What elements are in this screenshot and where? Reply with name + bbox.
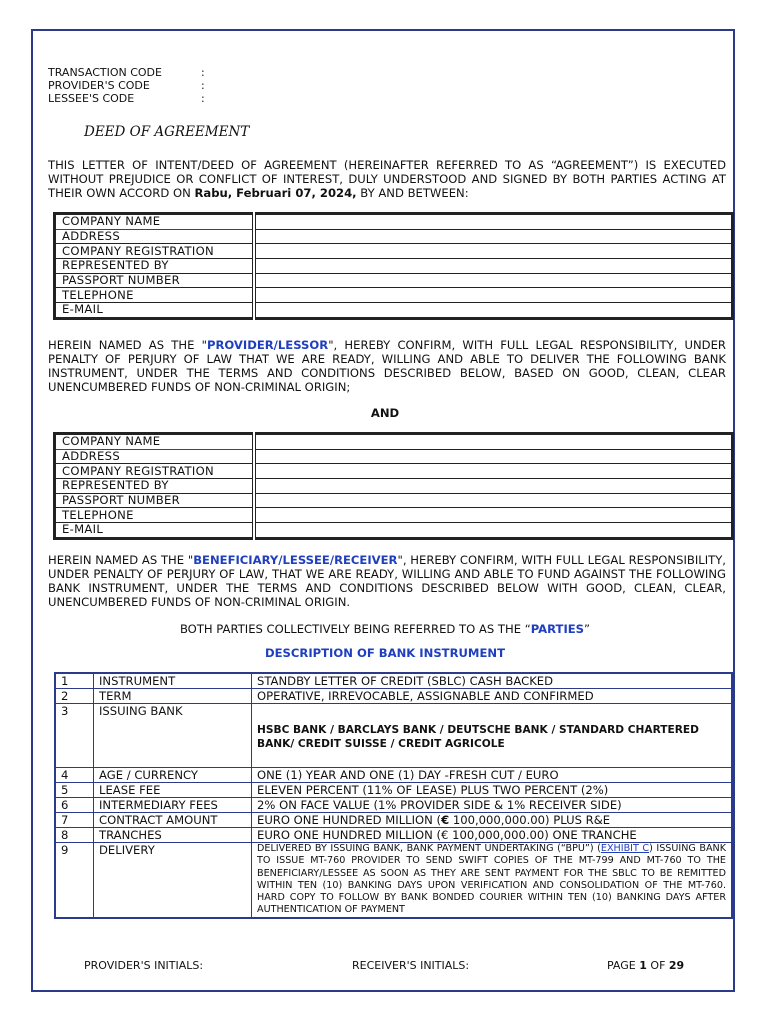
field-value[interactable] bbox=[254, 449, 733, 464]
row-key: DELIVERY bbox=[94, 843, 252, 918]
provider-initials: PROVIDER'S INITIALS: bbox=[84, 959, 204, 972]
intro-text-end: BY AND BETWEEN: bbox=[356, 186, 469, 200]
row-key: AGE / CURRENCY bbox=[94, 768, 252, 783]
amount-text: EURO ONE HUNDRED MILLION ( bbox=[257, 813, 442, 827]
instrument-heading: DESCRIPTION OF BANK INSTRUMENT bbox=[265, 646, 505, 660]
table-row bbox=[55, 783, 732, 798]
row-value: ONE (1) YEAR AND ONE (1) DAY -FRESH CUT / EURO bbox=[252, 768, 733, 783]
field-value[interactable] bbox=[254, 214, 733, 230]
receiver-party-table bbox=[53, 432, 734, 540]
table-row bbox=[55, 259, 733, 274]
instrument-table bbox=[54, 672, 733, 919]
code-label: TRANSACTION CODE bbox=[48, 66, 162, 79]
code-label: PROVIDER'S CODE bbox=[48, 79, 150, 92]
field-label: COMPANY REGISTRATION bbox=[55, 464, 255, 479]
field-label: TELEPHONE bbox=[55, 288, 255, 303]
field-value[interactable] bbox=[254, 273, 733, 288]
table-row bbox=[55, 689, 732, 704]
page-number bbox=[607, 959, 684, 972]
table-row bbox=[55, 434, 733, 450]
amount-text-end: 100,000,000.00) PLUS R&E bbox=[449, 813, 611, 827]
table-row bbox=[55, 813, 732, 828]
and-separator: AND bbox=[370, 406, 400, 420]
row-number: 5 bbox=[55, 783, 94, 798]
table-row bbox=[55, 273, 733, 288]
table-row bbox=[55, 449, 733, 464]
receiver-initials: RECEIVER'S INITIALS: bbox=[352, 959, 470, 972]
field-value[interactable] bbox=[254, 493, 733, 508]
code-row bbox=[48, 92, 205, 105]
field-value[interactable] bbox=[254, 303, 733, 319]
table-row bbox=[55, 828, 732, 843]
table-row bbox=[55, 493, 733, 508]
para-text: ", HEREBY CONFIRM, WITH FULL LEGAL RESPONSIBILITY, UNDER PENALTY OF PERJURY OF LAW THAT WE ARE READY, WILLING AND ABLE TO DELIVER THE FOLLOWING BANK INSTRUMENT, UNDER THE TERMS AND CONDITIONS DESCRIBED BELOW, BASED ON GOOD, CLEAN, CLEAR UNENCUMBERED FUNDS OF NON-CRIMINAL ORIGIN; bbox=[48, 338, 726, 394]
code-sep: : bbox=[201, 79, 205, 92]
exhibit-c-link[interactable]: EXHIBIT C bbox=[600, 843, 650, 854]
intro-paragraph bbox=[48, 158, 726, 200]
table-row bbox=[55, 229, 733, 244]
row-value bbox=[252, 813, 733, 828]
code-row bbox=[48, 79, 205, 92]
field-label: COMPANY NAME bbox=[55, 434, 255, 450]
field-value[interactable] bbox=[254, 479, 733, 494]
table-row bbox=[55, 288, 733, 303]
total-pages: 29 bbox=[668, 959, 685, 972]
field-label: ADDRESS bbox=[55, 449, 255, 464]
row-number: 4 bbox=[55, 768, 94, 783]
field-label: REPRESENTED BY bbox=[55, 259, 255, 274]
field-label: E-MAIL bbox=[55, 523, 255, 539]
table-row bbox=[55, 673, 732, 689]
table-row bbox=[55, 798, 732, 813]
table-row bbox=[55, 303, 733, 319]
row-number: 3 bbox=[55, 704, 94, 768]
field-label: COMPANY REGISTRATION bbox=[55, 244, 255, 259]
receiver-role: BENEFICIARY/LESSEE/RECEIVER bbox=[193, 553, 398, 567]
row-key: TERM bbox=[94, 689, 252, 704]
delivery-text bbox=[257, 843, 726, 917]
row-value: 2% ON FACE VALUE (1% PROVIDER SIDE & 1% RECEIVER SIDE) bbox=[252, 798, 733, 813]
provider-party-table bbox=[53, 212, 734, 320]
row-key: CONTRACT AMOUNT bbox=[94, 813, 252, 828]
table-row bbox=[55, 508, 733, 523]
row-number: 1 bbox=[55, 673, 94, 689]
agreement-date: Rabu, Februari 07, 2024, bbox=[194, 186, 357, 200]
field-value[interactable] bbox=[254, 523, 733, 539]
table-row bbox=[55, 768, 732, 783]
provider-paragraph bbox=[48, 338, 726, 394]
row-key: LEASE FEE bbox=[94, 783, 252, 798]
code-row bbox=[48, 66, 205, 79]
field-value[interactable] bbox=[254, 288, 733, 303]
euro-symbol: € bbox=[441, 813, 450, 827]
field-label: REPRESENTED BY bbox=[55, 479, 255, 494]
row-number: 8 bbox=[55, 828, 94, 843]
field-label: TELEPHONE bbox=[55, 508, 255, 523]
table-row bbox=[55, 479, 733, 494]
document-title: DEED OF AGREEMENT bbox=[84, 124, 250, 140]
field-value[interactable] bbox=[254, 464, 733, 479]
field-value[interactable] bbox=[254, 244, 733, 259]
parties-text: BOTH PARTIES COLLECTIVELY BEING REFERRED TO AS THE “ bbox=[179, 622, 531, 636]
code-label: LESSEE'S CODE bbox=[48, 92, 135, 105]
row-number: 6 bbox=[55, 798, 94, 813]
row-value bbox=[252, 704, 733, 768]
parties-term: PARTIES bbox=[530, 622, 585, 636]
field-label: COMPANY NAME bbox=[55, 214, 255, 230]
table-row bbox=[55, 244, 733, 259]
row-number: 7 bbox=[55, 813, 94, 828]
row-key: INTERMEDIARY FEES bbox=[94, 798, 252, 813]
row-number: 9 bbox=[55, 843, 94, 918]
field-value[interactable] bbox=[254, 229, 733, 244]
field-value[interactable] bbox=[254, 259, 733, 274]
table-row bbox=[55, 704, 732, 768]
field-label: PASSPORT NUMBER bbox=[55, 273, 255, 288]
code-sep: : bbox=[201, 92, 205, 105]
para-text: HEREIN NAMED AS THE " bbox=[48, 553, 194, 567]
table-row bbox=[55, 214, 733, 230]
field-value[interactable] bbox=[254, 508, 733, 523]
intro-text: THIS LETTER OF INTENT/DEED OF AGREEMENT (HEREINAFTER REFERRED TO AS “AGREEMENT”) IS EXECUTED WITHOUT PREJUDICE OR CONFLICT OF INTEREST, DULY UNDERSTOOD AND SIGNED BY BOTH PARTIES ACTING AT THEIR OWN ACCORD ON bbox=[48, 158, 726, 200]
field-label: ADDRESS bbox=[55, 229, 255, 244]
row-value: EURO ONE HUNDRED MILLION (€ 100,000,000.00) ONE TRANCHE bbox=[252, 828, 733, 843]
row-key: ISSUING BANK bbox=[94, 704, 252, 768]
table-row bbox=[55, 843, 732, 918]
of-label: OF bbox=[650, 959, 666, 972]
row-value bbox=[252, 843, 733, 918]
code-sep: : bbox=[201, 66, 205, 79]
field-label: PASSPORT NUMBER bbox=[55, 493, 255, 508]
delivery-text-start: DELIVERED BY ISSUING BANK, BANK PAYMENT UNDERTAKING (“BPU”) ( bbox=[257, 843, 601, 854]
parties-text-end: ” bbox=[584, 622, 591, 636]
row-value: STANDBY LETTER OF CREDIT (SBLC) CASH BACKED bbox=[252, 673, 733, 689]
field-value[interactable] bbox=[254, 434, 733, 450]
row-value: OPERATIVE, IRREVOCABLE, ASSIGNABLE AND CONFIRMED bbox=[252, 689, 733, 704]
table-row bbox=[55, 464, 733, 479]
page-label: PAGE bbox=[607, 959, 636, 972]
parties-line bbox=[0, 622, 770, 636]
row-key: INSTRUMENT bbox=[94, 673, 252, 689]
para-text: ", HEREBY CONFIRM, WITH FULL LEGAL RESPONSIBILITY, UNDER PENALTY OF PERJURY OF LAW, THAT WE ARE READY, WILLING AND ABLE TO FUND AGAINST THE FOLLOWING BANK INSTRUMENT, UNDER THE TERMS AND CONDITIONS DESCRIBED BELOW WITH GOOD, CLEAN, CLEAR, UNENCUMBERED FUNDS OF NON-CRIMINAL ORIGIN. bbox=[48, 553, 726, 609]
field-label: E-MAIL bbox=[55, 303, 255, 319]
codes-block bbox=[48, 66, 205, 105]
delivery-text-end: ) ISSUING BANK TO ISSUE MT-760 PROVIDER TO SEND SWIFT COPIES OF THE MT-799 AND MT-760 TO THE BENEFICIARY/LESSEE AS SOON AS THEY ARE SENT PAYMENT FOR THE SBLC TO BE REMITTED WITHIN TEN (10) BANKING DAYS UPON VERIFICATION AND CONSOLIDATION OF THE MT-760. HARD COPY TO FOLLOW BY BANK BONDED COURIER WITHIN TEN (10) BANKING DAYS AFTER AUTHENTICATION OF PAYMENT bbox=[257, 843, 727, 916]
row-value: ELEVEN PERCENT (11% OF LEASE) PLUS TWO PERCENT (2%) bbox=[252, 783, 733, 798]
row-key: TRANCHES bbox=[94, 828, 252, 843]
current-page: 1 bbox=[639, 959, 647, 972]
issuing-banks: HSBC BANK / BARCLAYS BANK / DEUTSCHE BANK / STANDARD CHARTERED BANK/ CREDIT SUISSE / CREDIT AGRICOLE bbox=[257, 724, 699, 750]
table-row bbox=[55, 523, 733, 539]
row-number: 2 bbox=[55, 689, 94, 704]
para-text: HEREIN NAMED AS THE " bbox=[48, 338, 207, 352]
receiver-paragraph bbox=[48, 553, 726, 609]
provider-role: PROVIDER/LESSOR bbox=[206, 338, 329, 352]
